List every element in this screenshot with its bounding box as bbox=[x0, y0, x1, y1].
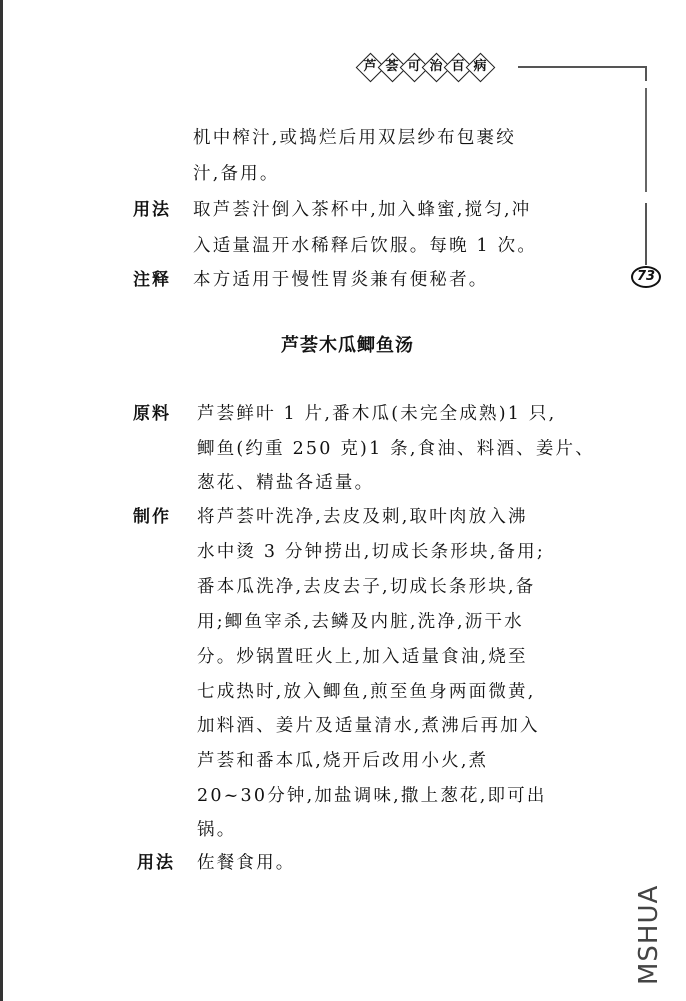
body-line: 七成热时,放入鲫鱼,煎至鱼身两面微黄, bbox=[197, 682, 536, 702]
watermark: MSHUA bbox=[634, 884, 664, 985]
header-char: 病 bbox=[473, 59, 487, 74]
body-line: 番本瓜洗净,去皮去子,切成长条形块,备 bbox=[197, 577, 536, 597]
body-line: 20~30分钟,加盐调味,撒上葱花,即可出 bbox=[197, 786, 547, 806]
body-line: 分。炒锅置旺火上,加入适量食油,烧至 bbox=[197, 647, 528, 667]
body-line: 锅。 bbox=[197, 820, 237, 840]
section-label-note: 注释 bbox=[133, 270, 171, 290]
section-label-ingredients: 原料 bbox=[133, 404, 171, 424]
header-char: 荟 bbox=[385, 59, 399, 74]
header-diamond bbox=[468, 52, 492, 82]
margin-rule bbox=[645, 66, 647, 81]
body-line: 芦荟和番本瓜,烧开后改用小火,煮 bbox=[197, 751, 489, 771]
body-line: 加料酒、姜片及适量清水,煮沸后再加入 bbox=[197, 716, 540, 736]
body-line: 葱花、精盐各适量。 bbox=[197, 473, 375, 493]
section-label-usage: 用法 bbox=[137, 853, 175, 873]
body-line: 佐餐食用。 bbox=[197, 853, 296, 873]
header-char: 可 bbox=[407, 59, 421, 74]
body-line: 机中榨汁,或捣烂后用双层纱布包裹绞 bbox=[193, 128, 516, 148]
section-label-usage: 用法 bbox=[133, 200, 171, 220]
body-line: 将芦荟叶洗净,去皮及刺,取叶肉放入沸 bbox=[197, 507, 528, 527]
body-line: 汁,备用。 bbox=[193, 164, 280, 184]
page-number: 73 bbox=[631, 266, 661, 288]
body-line: 用;鲫鱼宰杀,去鳞及内脏,洗净,沥干水 bbox=[197, 612, 524, 632]
header-rule bbox=[518, 66, 646, 68]
header-char: 百 bbox=[451, 59, 465, 74]
recipe-title: 芦荟木瓜鲫鱼汤 bbox=[281, 335, 414, 356]
header-char: 治 bbox=[429, 59, 443, 74]
margin-rule bbox=[645, 203, 647, 265]
running-header bbox=[358, 52, 490, 82]
body-line: 入适量温开水稀释后饮服。每晚 1 次。 bbox=[193, 236, 538, 256]
body-line: 芦荟鲜叶 1 片,番木瓜(未完全成熟)1 只, bbox=[197, 404, 557, 424]
page-left-edge bbox=[0, 0, 3, 1001]
margin-rule bbox=[645, 88, 647, 192]
body-line: 鲫鱼(约重 250 克)1 条,食油、料酒、姜片、 bbox=[197, 439, 595, 459]
body-line: 水中烫 3 分钟捞出,切成长条形块,备用; bbox=[197, 542, 545, 562]
header-char: 芦 bbox=[363, 59, 377, 74]
body-line: 取芦荟汁倒入茶杯中,加入蜂蜜,搅匀,冲 bbox=[193, 200, 532, 220]
body-line: 本方适用于慢性胃炎兼有便秘者。 bbox=[193, 270, 489, 290]
section-label-preparation: 制作 bbox=[133, 507, 171, 527]
